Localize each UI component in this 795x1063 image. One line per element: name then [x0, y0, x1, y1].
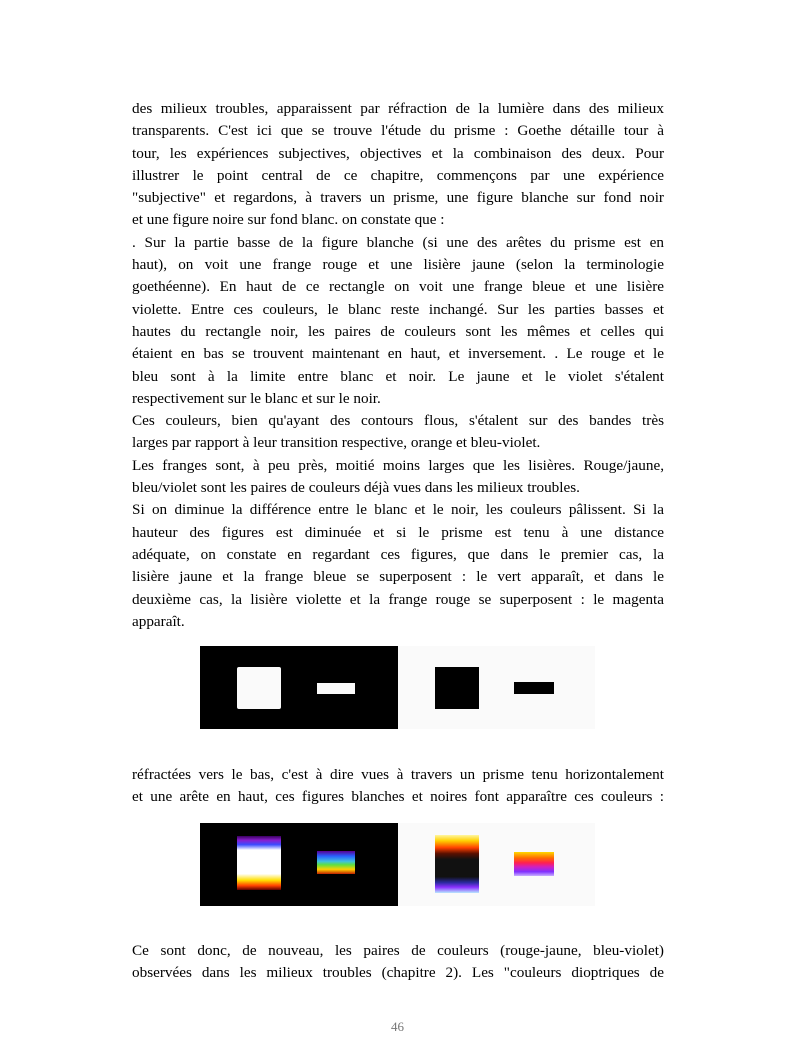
text-line: Si on diminue la différence entre le blanc et le noir, les couleurs pâlissent. Si la: [132, 501, 664, 519]
text-line: des milieux troubles, apparaissent par réfraction de la lumière dans des milieux: [132, 100, 664, 117]
black-square-refracted: [435, 835, 479, 893]
text-line: haut), on voit une frange rouge et une lisière jaune (selon la terminologie: [132, 256, 664, 274]
text-line: illustrer le point central de ce chapitre, commençons par une expérience: [132, 166, 664, 184]
text-line: deuxième cas, la lisière violette et la frange rouge se superposent : le magenta: [132, 590, 664, 608]
text-line: et une figure noire sur fond blanc. on constate que :: [132, 211, 445, 229]
text-line: goethéenne). En haut de ce rectangle on voit une frange bleue et une lisière: [132, 278, 664, 296]
text-line: lisière jaune et la frange bleue se superposent : le vert apparaît, et dans le: [132, 568, 664, 586]
white-background: [398, 823, 595, 906]
text-line: réfractées vers le bas, c'est à dire vues à travers un prisme tenu horizontalement: [132, 766, 664, 783]
text-line: . Sur la partie basse de la figure blanche (si une des arêtes du prisme est en: [132, 233, 664, 251]
paragraph-block-3: [132, 940, 664, 985]
text-line: observées dans les milieux troubles (chapitre 2). Les "couleurs dioptriques de: [132, 964, 664, 982]
white-bar-refracted: [317, 851, 355, 874]
text-line: "subjective" et regardons, à travers un prisme, une figure blanche sur fond noir: [132, 189, 664, 207]
text-line: étaient en bas se trouvent maintenant en haut, et inversement. . Le rouge et le: [132, 345, 664, 363]
text-line: bleu sont à la limite entre blanc et noir. Le jaune et le violet s'étalent: [132, 367, 664, 385]
paragraph-block-2: [132, 764, 664, 809]
black-background: [200, 646, 398, 729]
text-line: Ces couleurs, bien qu'ayant des contours flous, s'étalent sur des bandes très: [132, 412, 664, 430]
paragraph-block-1: [132, 98, 664, 633]
text-line: bleu/violet sont les paires de couleurs déjà vues dans les milieux troubles.: [132, 479, 580, 497]
page-number: 46: [391, 1019, 404, 1034]
black-square: [435, 667, 479, 709]
text-line: Ce sont donc, de nouveau, les paires de couleurs (rouge-jaune, bleu-violet): [132, 942, 664, 959]
white-bar: [317, 683, 355, 694]
text-line: respectivement sur le blanc et sur le noir.: [132, 389, 381, 407]
text-line: hautes du rectangle noir, les paires de couleurs sont les mêmes et celles qui: [132, 322, 664, 340]
text-line: hauteur des figures est diminuée et si le prisme est tenu à une distance: [132, 523, 664, 541]
text-line: adéquate, on constate en regardant ces figures, que dans le premier cas, la: [132, 545, 664, 563]
text-line: apparaît.: [132, 612, 185, 630]
white-square: [237, 667, 281, 709]
white-background: [398, 646, 595, 729]
white-square-refracted: [237, 836, 281, 890]
text-line: larges par rapport à leur transition respective, orange et bleu-violet.: [132, 434, 541, 452]
text-line: tour, les expériences subjectives, objectives et la combinaison des deux. Pour: [132, 144, 664, 162]
text-line: violette. Entre ces couleurs, le blanc reste inchangé. Sur les parties basses et: [132, 300, 664, 318]
black-background: [200, 823, 398, 906]
figure-prism-colors: [200, 823, 595, 906]
text-line: et une arête en haut, ces figures blanches et noires font apparaître ces couleurs :: [132, 788, 664, 806]
black-bar-refracted: [514, 852, 554, 876]
text-line: Les franges sont, à peu près, moitié moins larges que les lisières. Rouge/jaune,: [132, 456, 664, 474]
black-bar: [514, 682, 554, 694]
figure-black-white-shapes: [200, 646, 595, 729]
text-line: transparents. C'est ici que se trouve l'étude du prisme : Goethe détaille tour à: [132, 122, 664, 140]
